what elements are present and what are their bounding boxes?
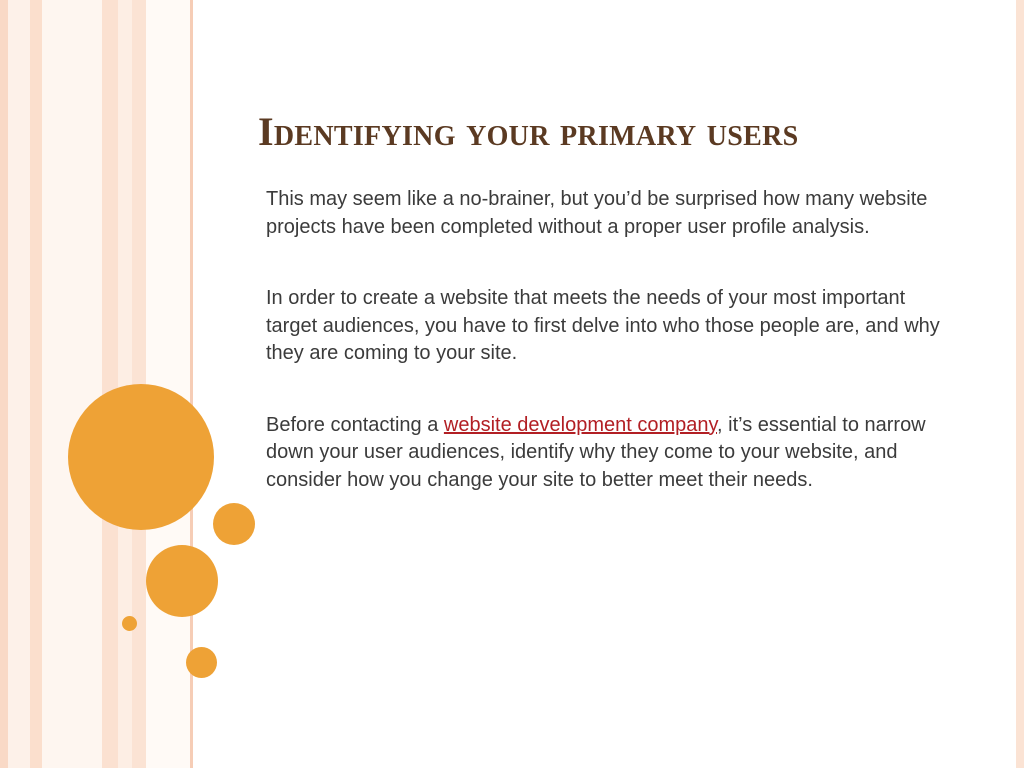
- decorative-circle-tiny: [122, 616, 137, 631]
- paragraph-3-text-start: Before contacting a: [266, 413, 444, 436]
- decorative-stripe: [30, 0, 42, 768]
- paragraph-1: This may seem like a no-brainer, but you’d be surprised how many website projects have been completed without a proper user profile analysis.: [266, 188, 928, 238]
- slide-body: [266, 186, 956, 538]
- website-development-company-link[interactable]: website development company: [443, 413, 718, 436]
- decorative-stripe: [102, 0, 118, 768]
- decorative-stripe: [1016, 0, 1024, 768]
- decorative-stripe: [8, 0, 30, 768]
- decorative-stripe: [0, 0, 8, 768]
- decorative-circle-small: [186, 647, 217, 678]
- decorative-circle-large: [68, 384, 214, 530]
- decorative-circle-medium: [146, 545, 218, 617]
- decorative-circle-small: [213, 503, 255, 545]
- paragraph-2: In order to create a website that meets the needs of your most important target audiences, you have to first delve into who those people are, and why they are coming to your site.: [266, 287, 940, 364]
- paragraph-3: [266, 412, 956, 495]
- slide-title: Identifying your primary users: [258, 109, 799, 154]
- paragraph-3-text-end: , it’s essential to narrow down your user audiences, identify why they come to your website, and consider how you change your site to better meet their needs.: [266, 413, 926, 491]
- decorative-stripe: [42, 0, 102, 768]
